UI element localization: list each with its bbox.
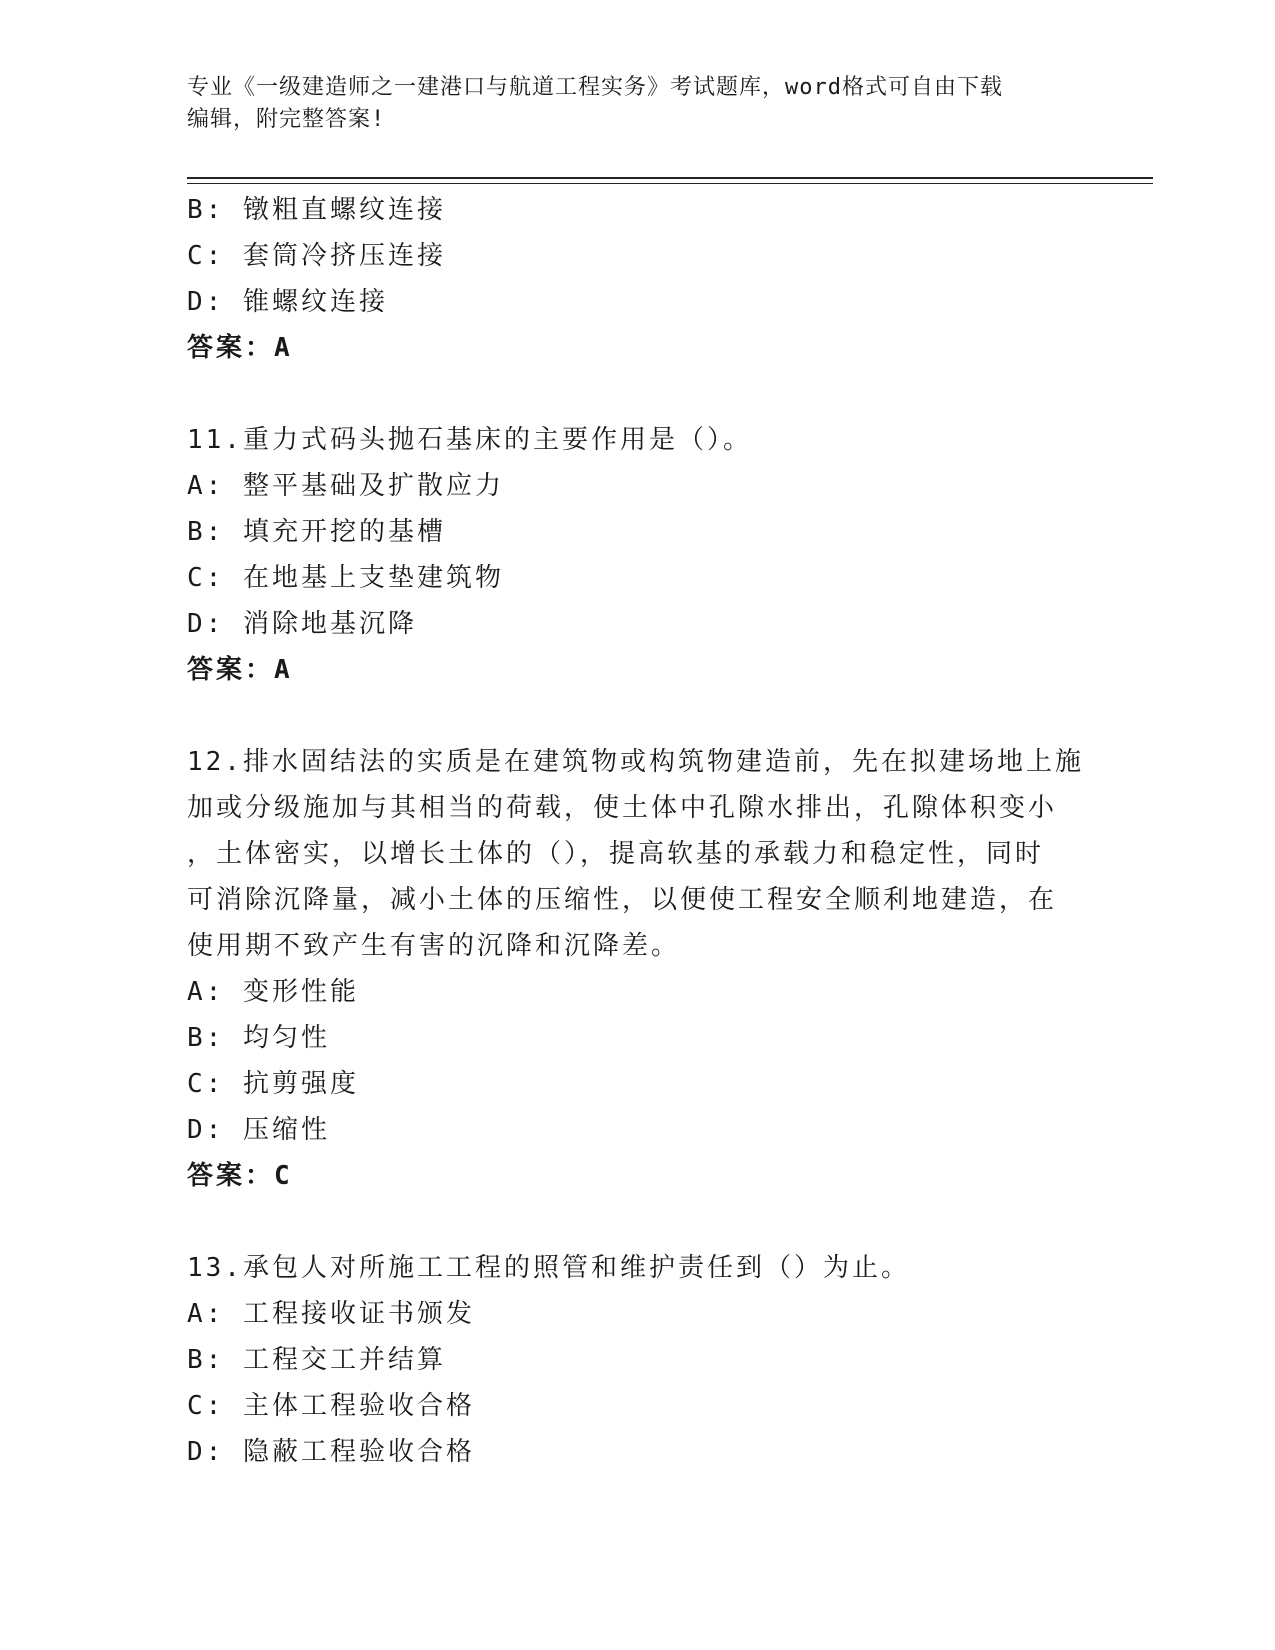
q13-option-c: C: 主体工程验收合格 [187,1391,475,1421]
q11-question: 11.重力式码头抛石基床的主要作用是（）。 [187,425,752,455]
q13-option-d: D: 隐蔽工程验收合格 [187,1437,475,1467]
q12-answer: 答案：C [187,1161,293,1191]
q13-option-b: B: 工程交工并结算 [187,1345,446,1375]
q13-question: 13.承包人对所施工工程的照管和维护责任到（）为止。 [187,1253,910,1283]
q11-option-d: D: 消除地基沉降 [187,609,417,639]
q12-option-c: C: 抗剪强度 [187,1069,359,1099]
q12-question-line: ，土体密实，以增长土体的（），提高软基的承载力和稳定性，同时 [187,839,1045,869]
spacer [187,371,1087,417]
q13-option-a: A: 工程接收证书颁发 [187,1299,475,1329]
q12-question-line: 12.排水固结法的实质是在建筑物或构筑物建造前，先在拟建场地上施 [187,747,1084,777]
q10-option-b: B: 镦粗直螺纹连接 [187,195,446,225]
q12-question [187,739,1087,969]
q10-answer: 答案：A [187,333,293,363]
q10-option-d: D: 锥螺纹连接 [187,287,388,317]
q11-option-c: C: 在地基上支垫建筑物 [187,563,504,593]
q11-answer: 答案：A [187,655,293,685]
q11-option-a: A: 整平基础及扩散应力 [187,471,504,501]
spacer [187,693,1087,739]
q12-question-line: 可消除沉降量，减小土体的压缩性，以便使工程安全顺利地建造，在 [187,885,1058,915]
spacer [187,1199,1087,1245]
q11-option-b: B: 填充开挖的基槽 [187,517,446,547]
q12-option-a: A: 变形性能 [187,977,359,1007]
header-rule-thick [187,177,1153,179]
q12-question-line: 使用期不致产生有害的沉降和沉降差。 [187,931,681,961]
question-content [187,187,1087,1475]
q10-option-c: C: 套筒冷挤压连接 [187,241,446,271]
header-line-2: 编辑，附完整答案! [187,107,386,132]
page-header [187,72,1087,136]
header-line-1: 专业《一级建造师之一建港口与航道工程实务》考试题库，word格式可自由下载 [187,75,1003,100]
q12-question-line: 加或分级施加与其相当的荷载，使土体中孔隙水排出，孔隙体积变小 [187,793,1058,823]
q12-option-b: B: 均匀性 [187,1023,330,1053]
header-rule-thin [187,183,1153,184]
q12-option-d: D: 压缩性 [187,1115,330,1145]
